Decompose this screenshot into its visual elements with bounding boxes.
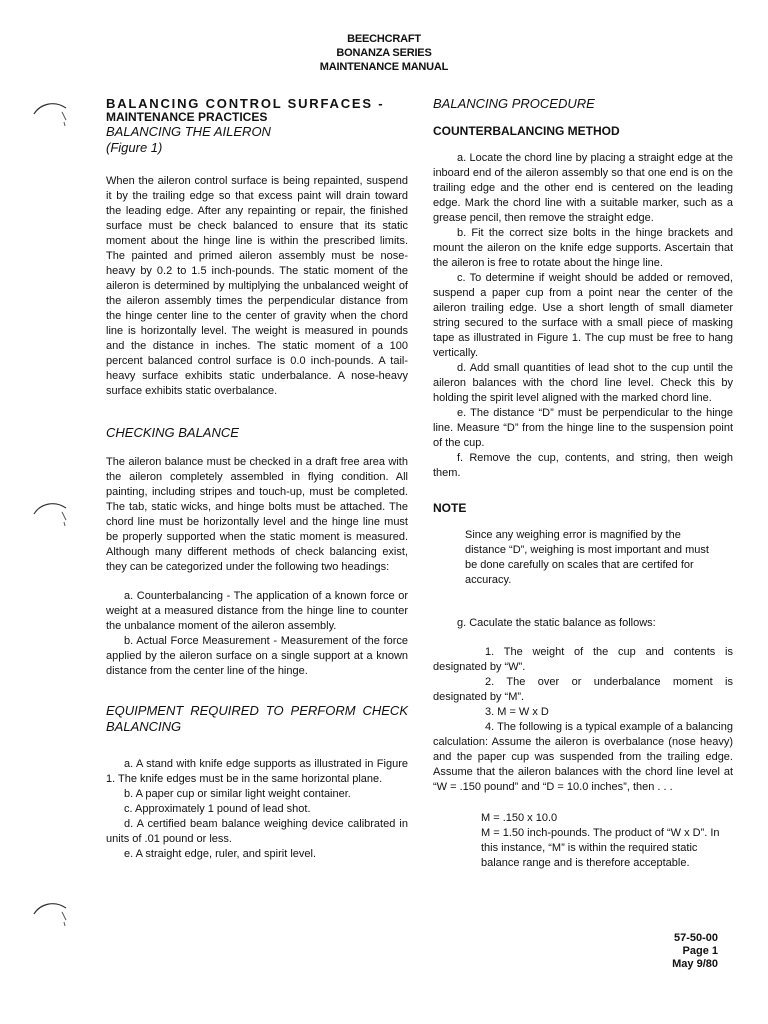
header-manual-title: MAINTENANCE MANUAL: [319, 61, 449, 73]
checking-balance-paragraph: The aileron balance must be checked in a draft free area with the aileron completely assembled in flying condition. All painting, including stripes and touch-up, must be completed. The tab, static wicks, and hinge bolts must be attached. The chord line must be horizontally level and the hinge line must be properly supported when the static moment is measured. Although many different methods of check balancing exist, they can be categorized under the following two headings:: [106, 456, 408, 573]
aileron-figure-ref: (Figure 1): [106, 140, 163, 155]
calculation-example: [433, 811, 733, 871]
procedure-step-f: f. Remove the cup, contents, and string, then weigh them.: [433, 452, 733, 479]
footer-date: May 9/80: [672, 958, 718, 970]
equipment-item-e: e. A straight edge, ruler, and spirit level.: [124, 848, 317, 860]
section-title: BALANCING CONTROL SURFACES -: [106, 96, 385, 111]
note-box: [433, 528, 733, 588]
procedure-step-e: e. The distance “D” must be perpendicular to the hinge line. Measure “D” from the hinge line to the suspension point of the cup.: [433, 407, 733, 449]
procedure-step-a: a. Locate the chord line by placing a straight edge at the inboard end of the aileron assembly so that one end is on the trailing edge and the other end is centered on the leading edge. Mark the chord line with a suitable marker, such as a grease pencil, then remove the straight edge.: [433, 152, 733, 224]
checking-balance-heading: CHECKING BALANCE: [106, 425, 239, 440]
calc-step-2: 2. The over or underbalance moment is designated by “M”.: [433, 676, 733, 703]
equipment-item-d: d. A certified beam balance weighing device calibrated in units of .01 pound or less.: [106, 818, 408, 845]
procedure-heading: BALANCING PROCEDURE: [433, 96, 595, 111]
calc-line-2: M = 1.50 inch-pounds. The product of “W x D”. In this instance, “M” is within the required static balance range and is therefore acceptable.: [481, 827, 720, 869]
document-header: [0, 32, 768, 74]
calc-step-3: 3. M = W x D: [485, 706, 549, 718]
calc-step-1: 1. The weight of the cup and contents is designated by “W”.: [433, 646, 733, 673]
equipment-item-a: a. A stand with knife edge supports as illustrated in Figure 1. The knife edges must be in the same horizontal plane.: [106, 758, 408, 785]
binder-hole-mark: [32, 98, 74, 132]
equipment-heading: EQUIPMENT REQUIRED TO PERFORM CHECK BALANCING: [106, 703, 408, 734]
calc-step-4: 4. The following is a typical example of a balancing calculation: Assume the aileron is overbalance (nose heavy) and the paper cup was suspended from the trailing edge. Assume that the aileron balances with the chord line level at “W = .150 pound” and “D = 10.0 inches”, then . . .: [433, 721, 733, 793]
aileron-paragraph: When the aileron control surface is being repainted, suspend it by the trailing edge so that excess paint will drain toward the leading edge. After any repainting or repair, the finished surface must be check balanced to ensure that its static moment about the hinge line is within the prescribed limits. The painted and primed aileron assembly must be nose-heavy by 0.2 to 1.5 inch-pounds. The static moment of the aileron is determined by multiplying the unbalanced weight of the aileron assembly times the perpendicular distance from the hinge center line to the center of gravity when the chord line is horizontally level. The weight is measured in pounds and the distance in inches. The static moment of a 100 percent balanced control surface is 0.0 inch-pounds. A tail-heavy surface exhibits static underbalance. A nose-heavy surface exhibits static overbalance.: [106, 175, 408, 397]
procedure-step-g: g. Caculate the static balance as follows:: [457, 617, 656, 629]
note-title: NOTE: [433, 501, 467, 515]
procedure-step-d: d. Add small quantities of lead shot to the cup until the aileron balances with the chord line level. Check this by holding the spirit level aligned with the marked chord line.: [433, 362, 733, 404]
procedure-step-c: c. To determine if weight should be added or removed, suspend a paper cup from a point near the center of the aileron trailing edge. Use a short length of small diameter string secured to the surface with a small piece of masking tape as illustrated in Figure 1. The cup must be free to hang vertically.: [433, 272, 733, 359]
method-item-a: a. Counterbalancing - The application of a known force or weight at a measured distance from the hinge line to counter the unbalance moment of the aileron assembly.: [106, 590, 408, 632]
footer-chapter-code: 57-50-00: [673, 932, 718, 944]
page-footer: [672, 932, 718, 971]
aileron-heading: BALANCING THE AILERON: [106, 124, 271, 139]
calc-line-1: M = .150 x 10.0: [481, 812, 558, 824]
section-subtitle: MAINTENANCE PRACTICES: [106, 110, 268, 124]
left-column: [106, 96, 408, 862]
equipment-item-c: c. Approximately 1 pound of lead shot.: [124, 803, 311, 815]
binder-hole-mark: [32, 898, 74, 932]
equipment-item-b: b. A paper cup or similar light weight container.: [124, 788, 351, 800]
right-column: [433, 96, 733, 871]
procedure-step-b: b. Fit the correct size bolts in the hinge brackets and mount the aileron on the knife edge supports. Ascertain that the aileron is free to rotate about the hinge line.: [433, 227, 733, 269]
method-item-b: b. Actual Force Measurement - Measurement of the force applied by the aileron surface on a single support at a known distance from the center line of the hinge.: [106, 635, 408, 677]
header-manufacturer: BEECHCRAFT: [347, 33, 421, 45]
header-series: BONANZA SERIES: [336, 47, 432, 59]
footer-page-number: Page 1: [682, 945, 718, 957]
binder-hole-mark: [32, 498, 74, 532]
note-text: Since any weighing error is magnified by the distance “D”, weighing is most important and must be done carefully on scales that are certifed for accuracy.: [465, 529, 709, 586]
counterbalancing-heading: COUNTERBALANCING METHOD: [433, 124, 620, 138]
